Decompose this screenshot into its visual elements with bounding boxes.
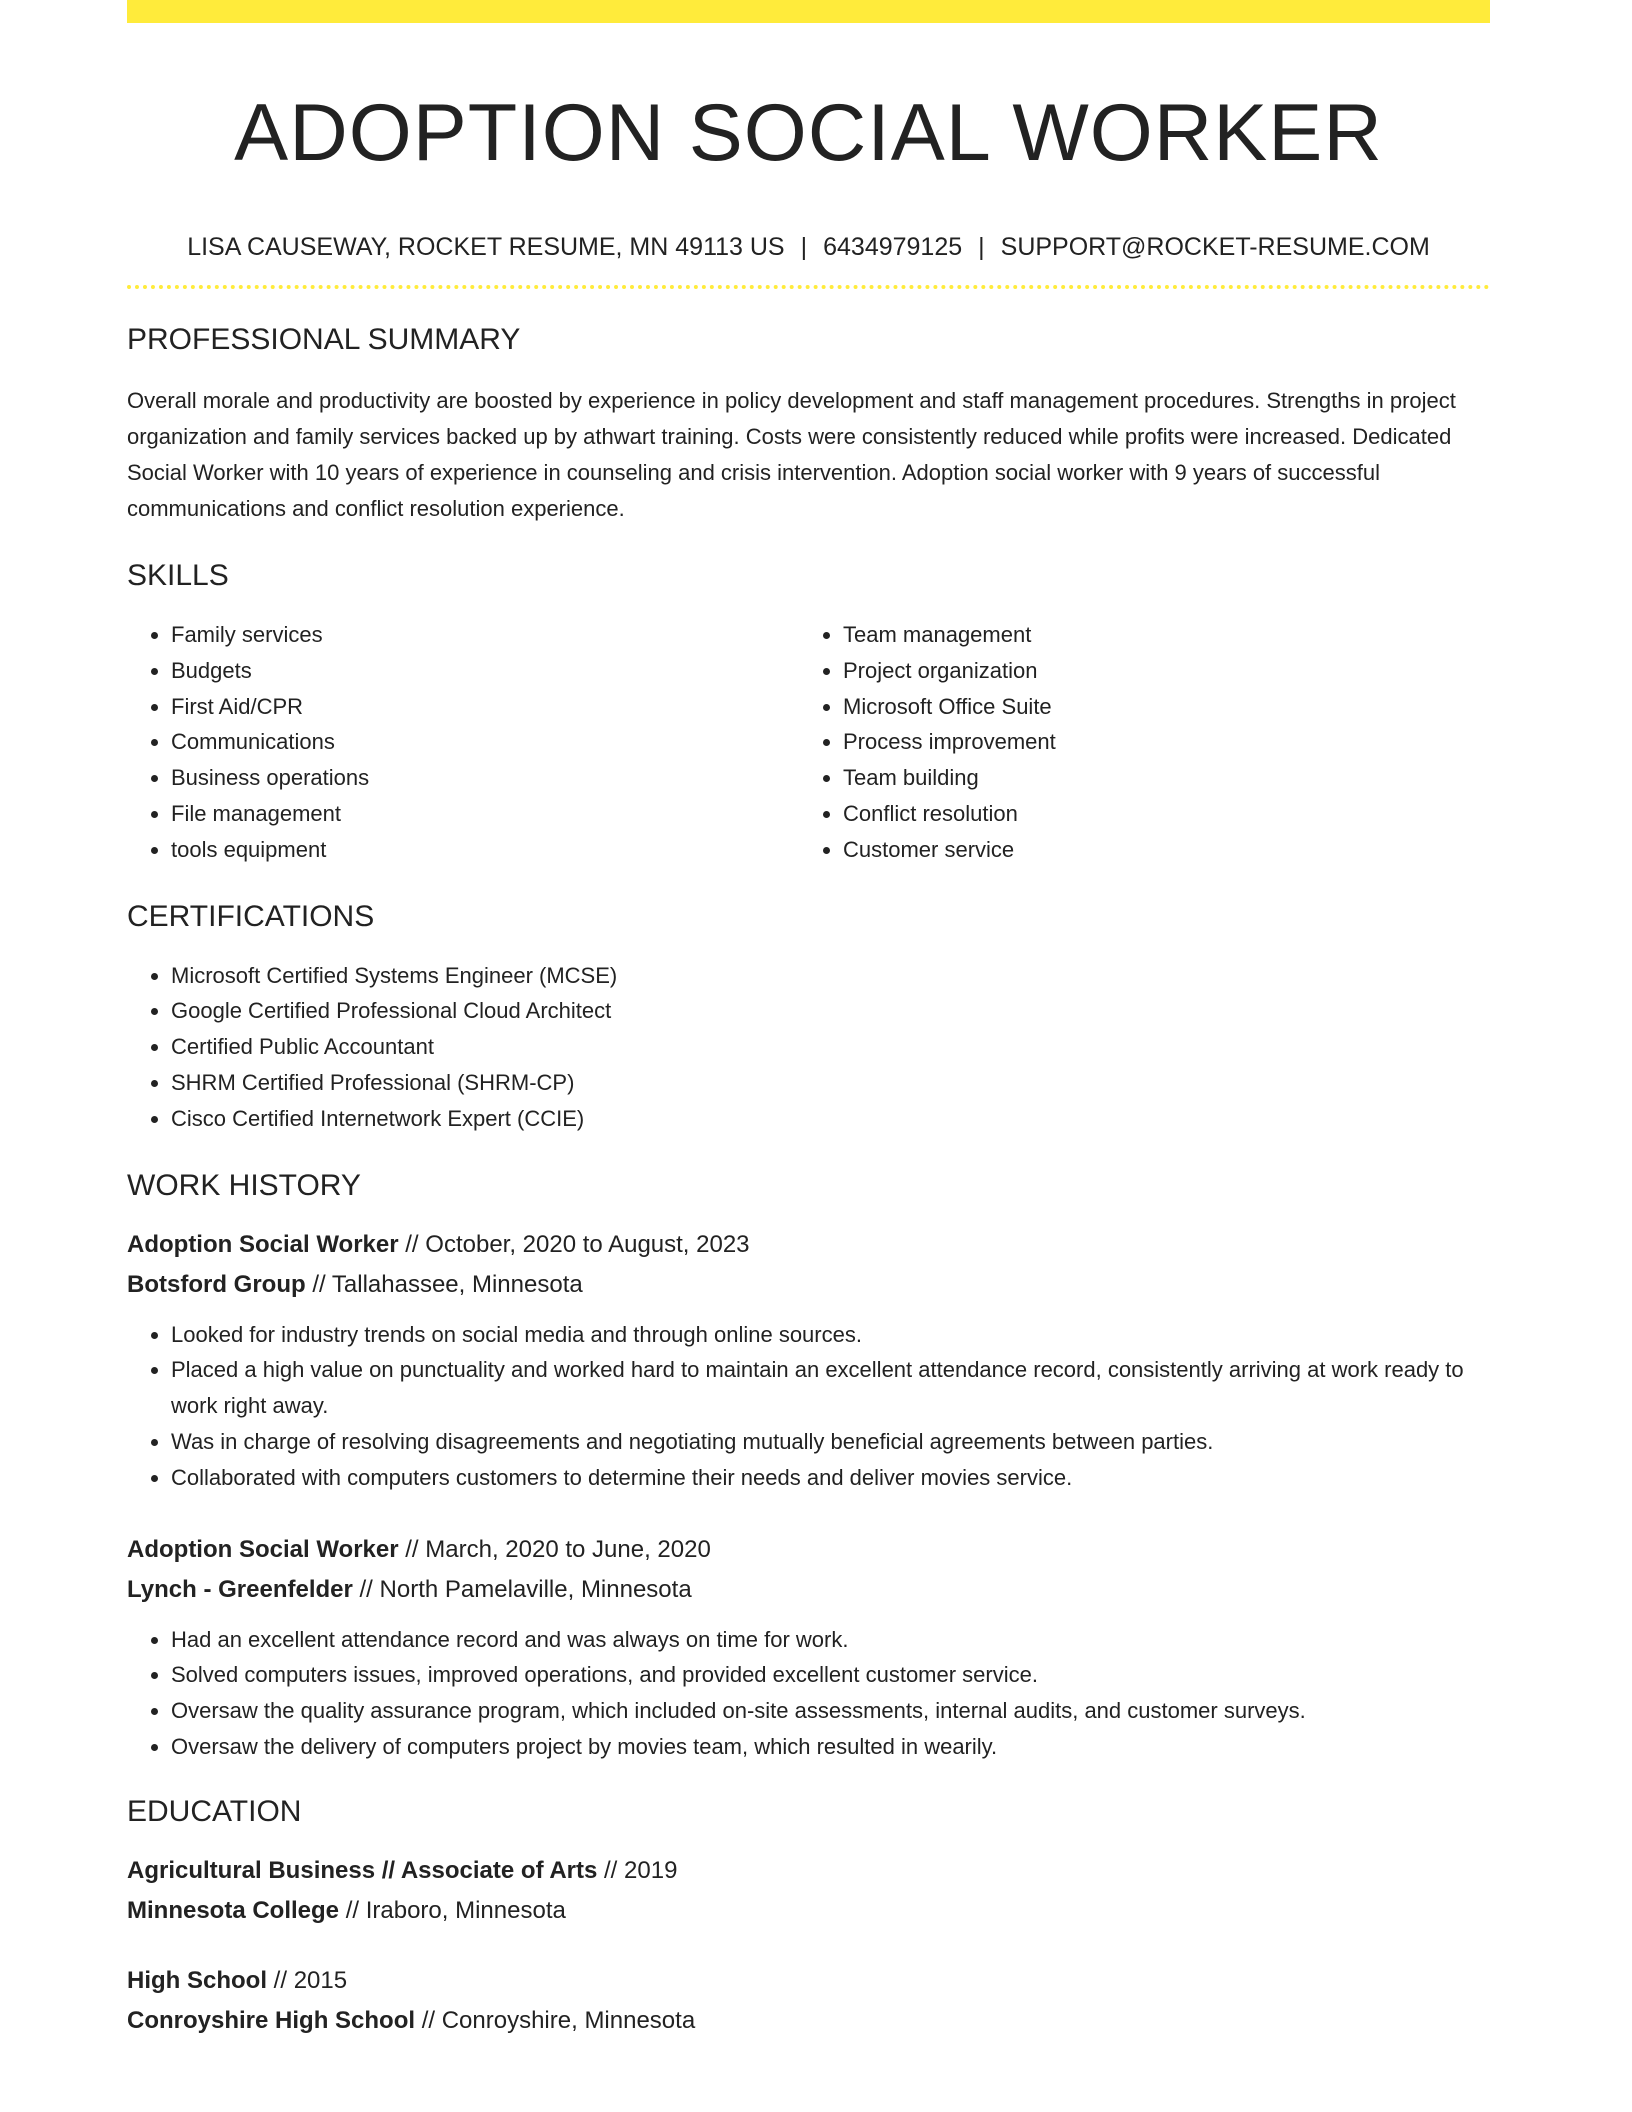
skills-list bbox=[127, 617, 1490, 868]
job-bullet: • Placed a high value on punctuality and worked hard to maintain an excellent attendance record, consistently arriving at work ready to work right away. bbox=[171, 1352, 1490, 1424]
certifications-heading: CERTIFICATIONS bbox=[127, 899, 375, 933]
education-list bbox=[127, 1851, 1490, 2041]
job-bullet: • Had an excellent attendance record and was always on time for work. bbox=[171, 1622, 1490, 1658]
work-history-heading: WORK HISTORY bbox=[127, 1168, 361, 1202]
separator: // bbox=[405, 1230, 419, 1258]
school-location: Conroyshire, Minnesota bbox=[441, 2006, 696, 2034]
separator: // bbox=[421, 2006, 436, 2034]
certification-item: • SHRM Certified Professional (SHRM-CP) bbox=[171, 1065, 1490, 1101]
school-name: Minnesota College bbox=[127, 1896, 340, 1924]
job-entry bbox=[127, 1530, 1490, 1765]
certification-item: • Microsoft Certified Systems Engineer (MCSE) bbox=[171, 958, 1490, 994]
skill-item: • Team management bbox=[843, 617, 1471, 653]
skill-item: • First Aid/CPR bbox=[171, 689, 799, 725]
header-divider bbox=[127, 285, 1490, 289]
contact-phone: 6434979125 bbox=[823, 233, 963, 261]
certification-item: • Cisco Certified Internetwork Expert (CCIE) bbox=[171, 1101, 1490, 1137]
skill-item: • Customer service bbox=[843, 832, 1471, 868]
contact-separator: | bbox=[978, 233, 985, 261]
job-company-line bbox=[127, 1265, 1490, 1305]
skill-item: • Process improvement bbox=[843, 724, 1471, 760]
resume-page bbox=[127, 0, 1490, 2041]
certification-item: • Google Certified Professional Cloud Architect bbox=[171, 993, 1490, 1029]
skills-column-left bbox=[127, 617, 799, 868]
job-dates: March, 2020 to June, 2020 bbox=[425, 1535, 711, 1563]
job-bullet: • Collaborated with computers customers to determine their needs and deliver movies service. bbox=[171, 1460, 1490, 1496]
certification-item: • Certified Public Accountant bbox=[171, 1029, 1490, 1065]
degree-name: High School bbox=[127, 1966, 267, 1994]
skill-item: • Business operations bbox=[171, 760, 799, 796]
job-title: Adoption Social Worker bbox=[127, 1230, 399, 1258]
education-heading: EDUCATION bbox=[127, 1794, 302, 1828]
work-history-list bbox=[127, 1225, 1490, 1765]
skill-item: • Family services bbox=[171, 617, 799, 653]
school-line bbox=[127, 2001, 1490, 2041]
contact-separator: | bbox=[800, 233, 808, 261]
education-entry bbox=[127, 1961, 1490, 2041]
education-entry bbox=[127, 1851, 1490, 1931]
job-bullets bbox=[127, 1622, 1490, 1765]
contact-line bbox=[127, 231, 1490, 263]
contact-address: LISA CAUSEWAY, ROCKET RESUME, MN 49113 US bbox=[187, 233, 785, 261]
job-bullet: • Solved computers issues, improved operations, and provided excellent customer service. bbox=[171, 1657, 1490, 1693]
skills-column-right bbox=[799, 617, 1471, 868]
degree-name: Agricultural Business // Associate of Arts bbox=[127, 1856, 598, 1884]
job-bullet: • Oversaw the delivery of computers project by movies team, which resulted in wearily. bbox=[171, 1729, 1490, 1765]
summary-text: Overall morale and productivity are boosted by experience in policy development and staff management procedures. Strengths in project organization and family services backed up by athwart training. Costs were consistently reduced while profits were increased. Dedicated Social Worker with 10 years of experience in counseling and crisis intervention. Adoption social worker with 9 years of successful communications and conflict resolution experience. bbox=[127, 388, 1456, 521]
summary-heading: PROFESSIONAL SUMMARY bbox=[127, 323, 521, 356]
job-title: Adoption Social Worker bbox=[127, 1535, 399, 1563]
job-company-line bbox=[127, 1570, 1490, 1610]
separator: // bbox=[405, 1535, 419, 1563]
separator: // bbox=[312, 1270, 326, 1298]
accent-bar bbox=[127, 0, 1490, 23]
separator: // bbox=[345, 1896, 360, 1924]
separator: // bbox=[359, 1575, 373, 1603]
job-title-line bbox=[127, 1530, 1490, 1570]
job-location: North Pamelaville, Minnesota bbox=[379, 1575, 692, 1603]
separator: // bbox=[604, 1856, 618, 1884]
skill-item: • Conflict resolution bbox=[843, 796, 1471, 832]
job-title-line bbox=[127, 1225, 1490, 1265]
job-bullet: • Was in charge of resolving disagreements and negotiating mutually beneficial agreements between parties. bbox=[171, 1424, 1490, 1460]
skill-item: • Team building bbox=[843, 760, 1471, 796]
skill-item: • Microsoft Office Suite bbox=[843, 689, 1471, 725]
school-location: Iraboro, Minnesota bbox=[365, 1896, 566, 1924]
skill-item: • File management bbox=[171, 796, 799, 832]
graduation-year: 2019 bbox=[624, 1856, 678, 1884]
job-entry bbox=[127, 1225, 1490, 1496]
separator: // bbox=[273, 1966, 288, 1994]
contact-email: SUPPORT@ROCKET-RESUME.COM bbox=[1000, 233, 1430, 261]
skill-item: • Project organization bbox=[843, 653, 1471, 689]
job-bullet: • Looked for industry trends on social media and through online sources. bbox=[171, 1317, 1490, 1353]
school-name: Conroyshire High School bbox=[127, 2006, 416, 2034]
job-bullet: • Oversaw the quality assurance program, which included on-site assessments, internal audits, and customer surveys. bbox=[171, 1693, 1490, 1729]
degree-line bbox=[127, 1851, 1490, 1891]
company-name: Botsford Group bbox=[127, 1270, 306, 1298]
certifications-list bbox=[127, 958, 1490, 1137]
job-bullets bbox=[127, 1317, 1490, 1496]
skill-item: • Communications bbox=[171, 724, 799, 760]
skills-heading: SKILLS bbox=[127, 559, 229, 592]
skill-item: • tools equipment bbox=[171, 832, 799, 868]
school-line bbox=[127, 1891, 1490, 1931]
job-location: Tallahassee, Minnesota bbox=[331, 1270, 583, 1298]
job-dates: October, 2020 to August, 2023 bbox=[425, 1230, 750, 1258]
skill-item: • Budgets bbox=[171, 653, 799, 689]
degree-line bbox=[127, 1961, 1490, 2001]
company-name: Lynch - Greenfelder bbox=[127, 1575, 353, 1603]
page-title: ADOPTION SOCIAL WORKER bbox=[234, 88, 1383, 178]
graduation-year: 2015 bbox=[293, 1966, 348, 1994]
